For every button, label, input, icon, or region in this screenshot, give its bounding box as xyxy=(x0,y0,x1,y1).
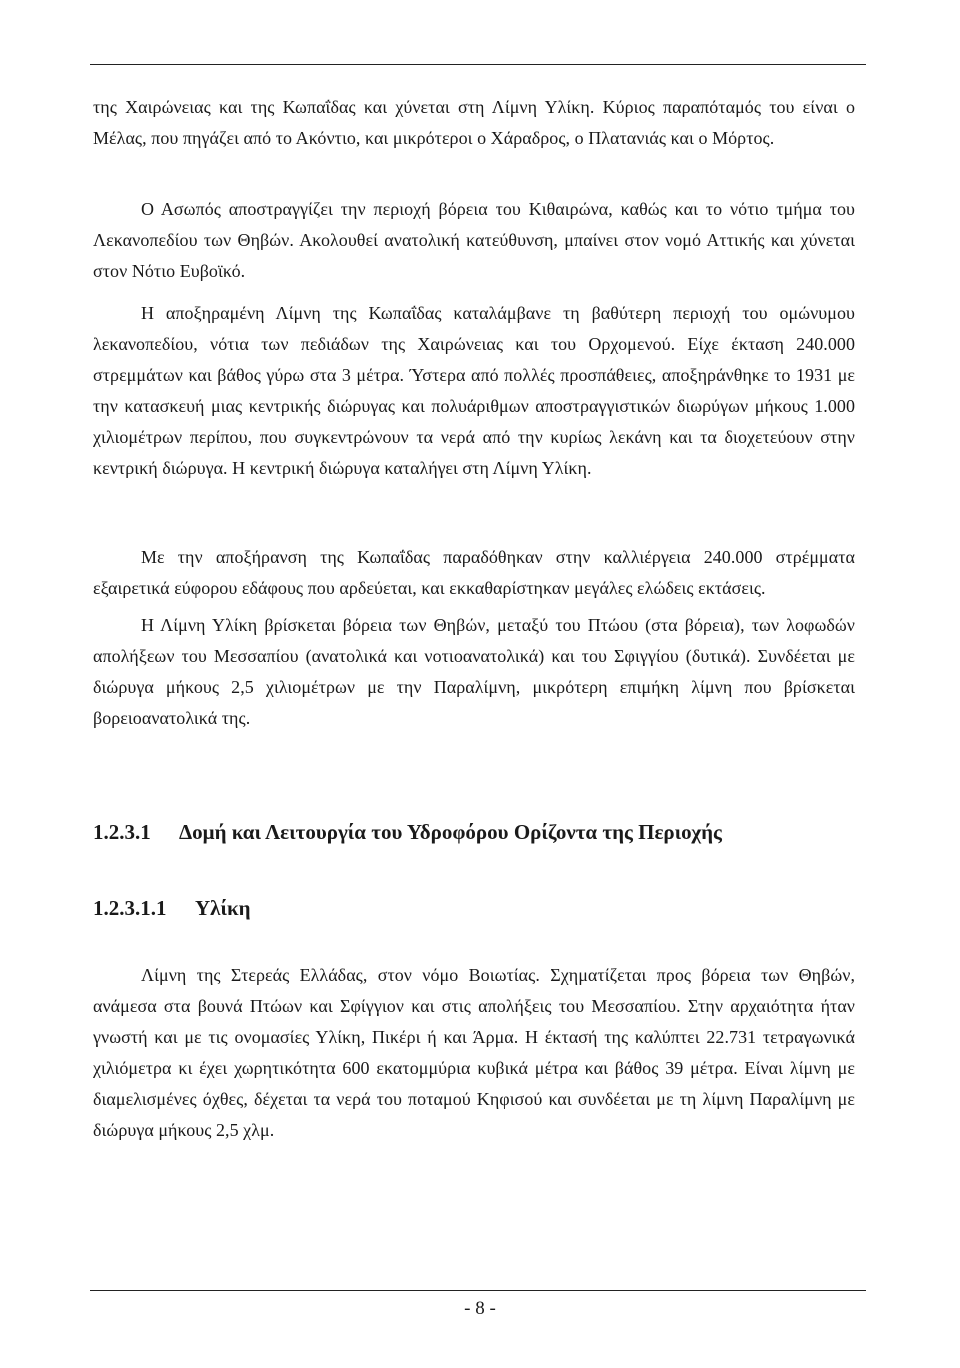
section-title: Δομή και Λειτουργία του Υδροφόρου Ορίζοντα της Περιοχής xyxy=(179,820,722,844)
section-number: 1.2.3.1 xyxy=(93,820,151,844)
paragraph-yliki: Λίμνη της Στερεάς Ελλάδας, στον νόμο Βοιωτίας. Σχηματίζεται προς βόρεια των Θηβών, ανάμεσα στα βουνά Πτώων και Σφίγγιον και στις απολήξεις του Μεσσαπίου. Στην αρχαιότητα ήταν γνωστή και με τις ονομασίες Υλίκη, Πικέρι ή και Άρμα. Η έκτασή της καλύπτει 22.731 τετραγωνικά χιλιόμετρα κι έχει χωρητικότητα 600 εκατομμύρια κυβικά μέτρα και βάθος 39 μέτρα. Είναι λίμνη με διαμελισμένες όχθες, δέχεται τα νερά του ποταμού Κηφισού και συνδέεται με τη λίμνη Παραλίμνη με διώρυγα μήκους 2,5 χλμ. xyxy=(93,965,855,1140)
header-rule xyxy=(90,64,866,65)
subsection-number: 1.2.3.1.1 xyxy=(93,896,167,920)
footer-rule xyxy=(90,1290,866,1291)
subsection-heading xyxy=(93,896,251,921)
page-number: - 8 - xyxy=(464,1298,496,1319)
paragraph-continuation: της Χαιρώνειας και της Κωπαΐδας και χύνεται στη Λίμνη Υλίκη. Κύριος παραπόταμός του είναι ο Μέλας, που πηγάζει από το Ακόντιο, και μικρότεροι ο Χάραδρος, ο Πλατανιάς και ο Μόρτος. xyxy=(93,97,855,148)
paragraph-yliki-location: Η Λίμνη Υλίκη βρίσκεται βόρεια των Θηβών, μεταξύ του Πτώου (στα βόρεια), των λοφωδών απολήξεων του Μεσσαπίου (ανατολικά και νοτιοανατολικά) και του Σφιγγίου (δυτικά). Συνδέεται με διώρυγα μήκους 2,5 χιλιομέτρων με την Παραλίμνη, μικρότερη επιμήκη λίμνη που βρίσκεται βορειοανατολικά της. xyxy=(93,615,855,728)
paragraph-drainage: Με την αποξήρανση της Κωπαΐδας παραδόθηκαν στην καλλιέργεια 240.000 στρέμματα εξαιρετικά εύφορου εδάφους που αρδεύεται, και εκκαθαρίστηκαν μεγάλες ελώδεις εκτάσεις. xyxy=(93,547,855,598)
subsection-title: Υλίκη xyxy=(195,896,251,920)
paragraph-asopos: Ο Ασωπός αποστραγγίζει την περιοχή βόρεια του Κιθαιρώνα, καθώς και το νότιο τμήμα του Λεκανοπεδίου των Θηβών. Ακολουθεί ανατολική κατεύθυνση, μπαίνει στον νομό Αττικής και χύνεται στον Νότιο Ευβοϊκό. xyxy=(93,199,855,281)
section-heading xyxy=(93,820,722,845)
paragraph-kopaida: Η αποξηραμένη Λίμνη της Κωπαΐδας καταλάμβανε τη βαθύτερη περιοχή του ομώνυμου λεκανοπεδίου, νότια των πεδιάδων της Χαιρώνειας και του Ορχομενού. Είχε έκταση 240.000 στρεμμάτων και βάθος γύρω στα 3 μέτρα. Ύστερα από πολλές προσπάθειες, αποξηράνθηκε το 1931 με την κατασκευή μιας κεντρικής διώρυγας και πολυάριθμων αποστραγγιστικών διωρύγων μήκους 1.000 χιλιομέτρων περίπου, που συγκεντρώνουν τα νερά από την κυρίως λεκάνη και τα διοχετεύουν στην κεντρική διώρυγα. Η κεντρική διώρυγα καταλήγει στη Λίμνη Υλίκη. xyxy=(93,303,855,478)
